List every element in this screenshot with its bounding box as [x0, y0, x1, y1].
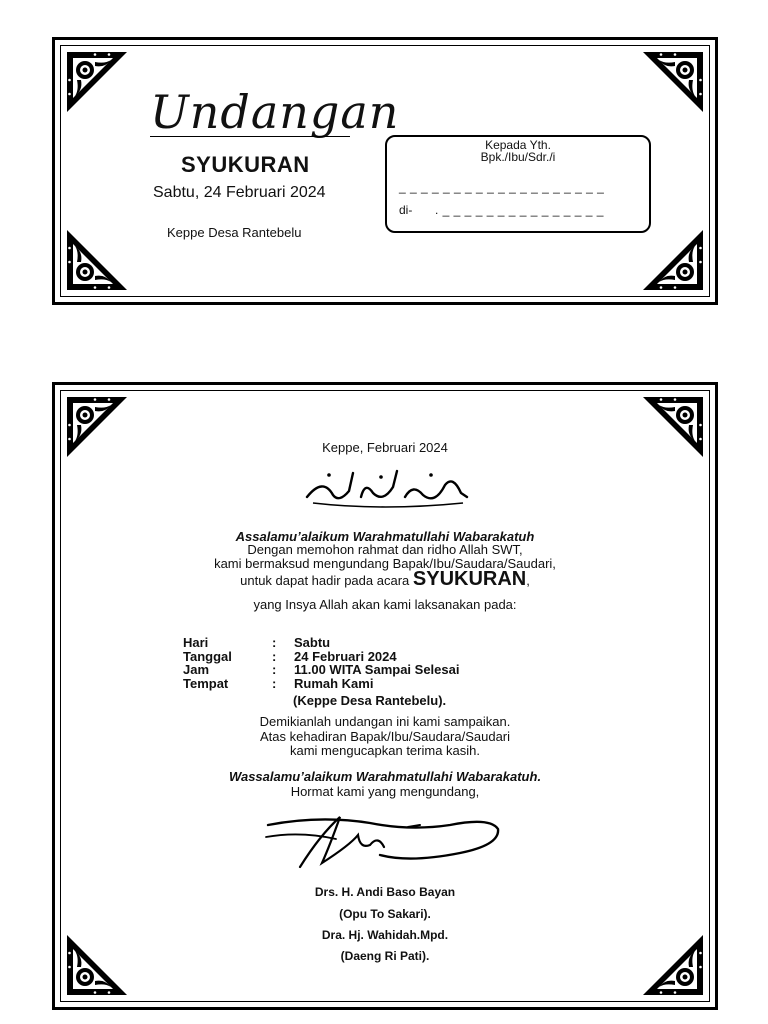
closing-line-2: Atas kehadiran Bapak/Ibu/Saudara/Saudari [259, 728, 511, 744]
event-place: Keppe Desa Rantebelu [167, 225, 302, 240]
title-underline [150, 136, 350, 137]
envelope-card [52, 37, 718, 305]
invitation-event-name: SYUKURAN [412, 568, 527, 590]
address-salutation: Bpk./Ibu/Sdr./i [480, 150, 556, 164]
event-name: SYUKURAN [181, 152, 310, 177]
detail-row [183, 677, 459, 691]
corner-ornament-icon [65, 933, 129, 997]
detail-separator: : [272, 635, 277, 650]
recipient-blank-line: _ _ _ _ _ _ _ _ _ _ _ _ _ _ _ _ _ _ _ [399, 180, 605, 194]
signer-1-title: (Opu To Sakari). [339, 907, 431, 921]
event-details [183, 636, 459, 690]
signer-2-title: (Daeng Ri Pati). [340, 949, 430, 963]
detail-label: Tempat [183, 675, 229, 691]
invitation-prefix: untuk dapat hadir pada acara [240, 573, 410, 588]
detail-separator: : [272, 675, 277, 691]
corner-ornament-icon [65, 50, 129, 114]
closing-greeting: Wassalamu’alaikum Warahmatullahi Wabarakatuh. [228, 769, 542, 784]
event-invitation-line [55, 568, 715, 590]
detail-row [183, 663, 459, 677]
opening-greeting: Assalamu’alaikum Warahmatullahi Wabarakatuh [235, 529, 535, 544]
opening-line-2: kami bermaksud mengundang Bapak/Ibu/Saudara/Saudari, [214, 556, 556, 571]
signer-2-name: Dra. Hj. Wahidah.Mpd. [321, 928, 449, 942]
closing-paragraph [55, 715, 715, 759]
detail-row [183, 650, 459, 664]
corner-ornament-icon [65, 228, 129, 292]
detail-value: 24 Februari 2024 [294, 648, 397, 664]
closing-line-3: kami mengucapkan terima kasih. [289, 743, 481, 758]
address-blank-line: . _ _ _ _ _ _ _ _ _ _ _ _ _ _ _ [435, 203, 604, 217]
corner-ornament-icon [641, 50, 705, 114]
detail-separator: : [272, 662, 277, 677]
regards-line: Hormat kami yang mengundang, [290, 784, 480, 799]
schedule-intro: yang Insya Allah akan kami laksanakan pada: [253, 597, 517, 612]
address-di-label: di- [399, 203, 413, 217]
detail-separator: : [272, 648, 277, 664]
signer-1-name: Drs. H. Andi Baso Bayan [314, 885, 456, 899]
corner-ornament-icon [641, 933, 705, 997]
invitation-suffix: , [526, 573, 530, 588]
detail-value: 11.00 WITA Sampai Selesai [294, 662, 460, 677]
corner-ornament-icon [641, 228, 705, 292]
signature-icon [260, 805, 505, 875]
event-date: Sabtu, 24 Februari 2024 [153, 184, 326, 201]
closing-line-1: Demikianlah undangan ini kami sampaikan. [259, 714, 511, 729]
opening-line-1: Dengan memohon rahmat dan ridho Allah SWT, [247, 542, 523, 557]
opening-paragraph [55, 543, 715, 571]
bismillah-calligraphy-icon [303, 467, 473, 509]
detail-label: Jam [183, 662, 210, 677]
letter-city-date: Keppe, Februari 2024 [322, 440, 448, 455]
detail-place-extra: (Keppe Desa Rantebelu). [293, 693, 447, 708]
detail-value: Sabtu [294, 635, 331, 650]
address-box [385, 135, 651, 233]
address-to: Kepada Yth. [485, 138, 551, 152]
detail-value: Rumah Kami [294, 675, 374, 691]
letter-card [52, 382, 718, 1010]
detail-row [183, 636, 459, 650]
detail-label: Tanggal [183, 648, 232, 664]
invitation-title: Undangan [150, 85, 400, 139]
detail-label: Hari [183, 635, 209, 650]
